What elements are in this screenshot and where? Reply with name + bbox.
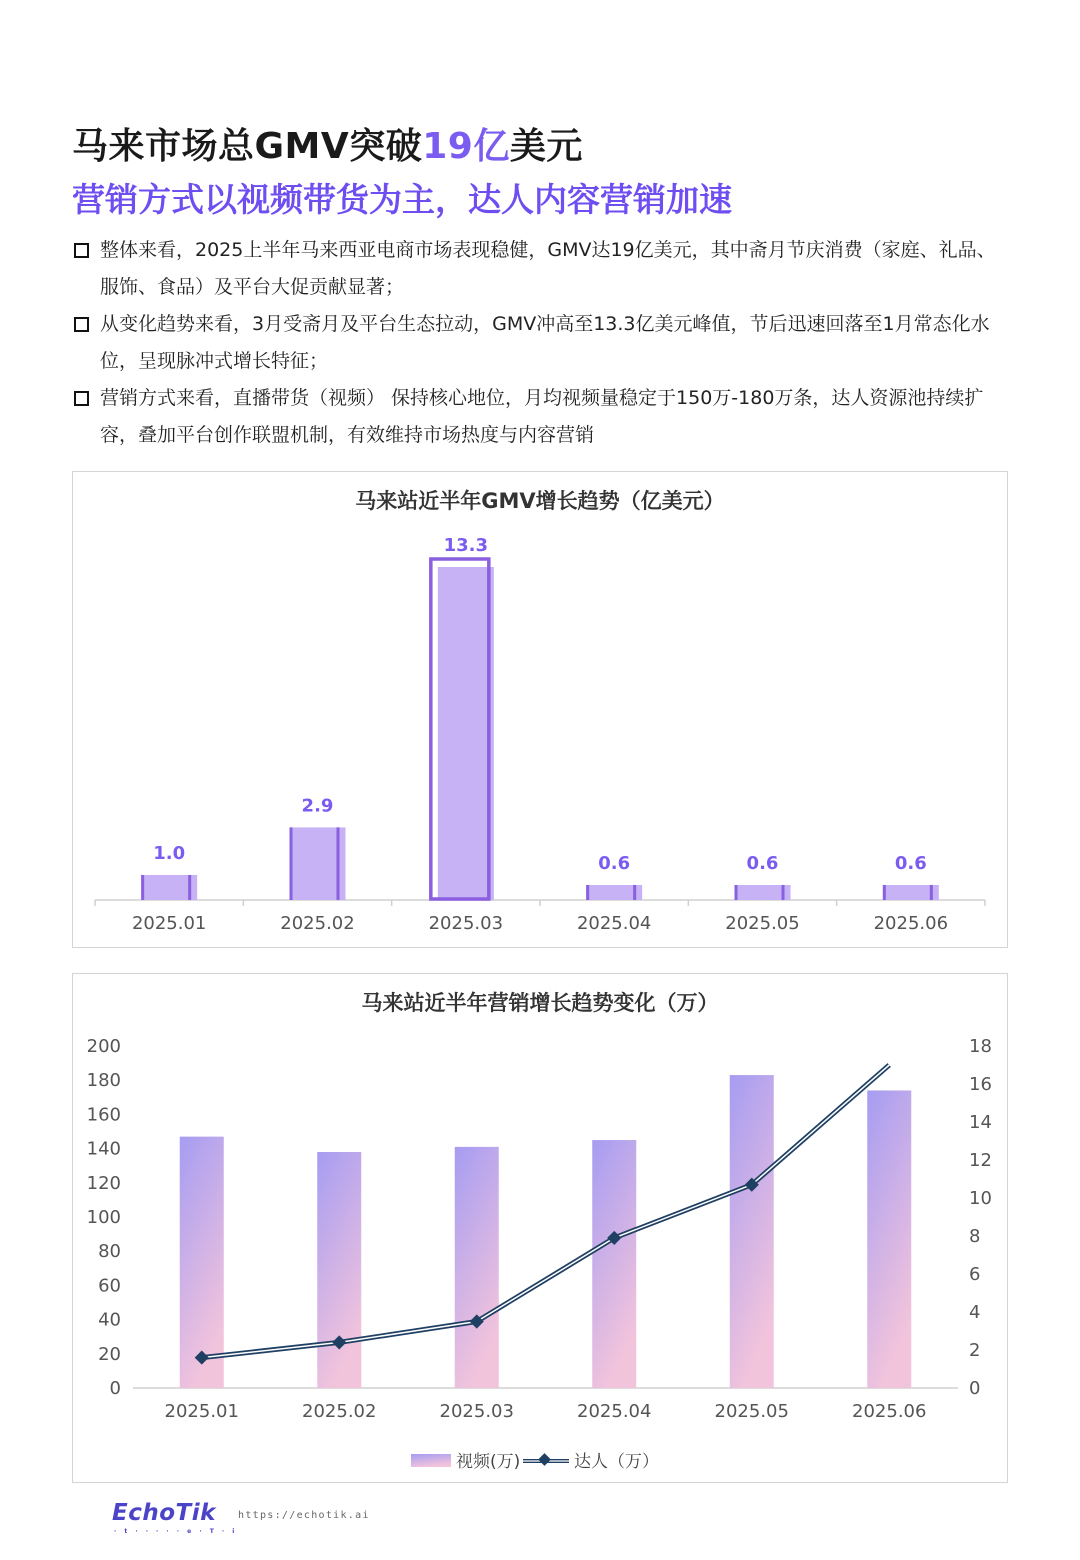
y-left-tick-label: 100	[86, 1207, 121, 1228]
x-tick-label: 2025.02	[280, 913, 355, 934]
y-right-tick-label: 6	[969, 1264, 981, 1285]
bullet-item	[72, 306, 1012, 380]
video-bar	[317, 1152, 361, 1388]
legend-diamond-icon	[538, 1453, 551, 1466]
square-bullet-icon	[74, 391, 89, 406]
gmv-bar-edge-left	[141, 875, 144, 900]
bullet-text: 营销方式来看，直播带货（视频） 保持核心地位，月均视频量稳定于150万-180万条，达人资源池持续扩容，叠加平台创作联盟机制，有效维持市场热度与内容营销	[100, 387, 984, 446]
y-left-tick-label: 180	[86, 1070, 121, 1092]
gmv-bar-edge-right	[633, 885, 636, 900]
y-right-tick-label: 16	[969, 1074, 992, 1095]
y-right-tick-label: 0	[969, 1378, 981, 1399]
y-right-tick-label: 8	[969, 1226, 981, 1247]
bullet-text: 整体来看，2025上半年马来西亚电商市场表现稳健，GMV达19亿美元，其中斋月节庆消费（家庭、礼品、服饰、食品）及平台大促贡献显著；	[100, 239, 996, 298]
x-tick-label: 2025.05	[725, 913, 800, 934]
video-bar	[180, 1137, 224, 1388]
chart-legend	[411, 1452, 659, 1472]
x-tick-label: 2025.01	[131, 913, 207, 934]
footer-url: https://echotik.ai	[238, 1510, 370, 1521]
logo-tagline: · t · · · · · e · T · i	[114, 1528, 238, 1535]
video-bar	[730, 1075, 774, 1388]
square-bullet-icon	[74, 317, 89, 332]
y-right-tick-label: 10	[969, 1188, 992, 1209]
creator-line	[202, 1065, 890, 1358]
gmv-chart-title: 马来站近半年GMV增长趋势（亿美元）	[355, 489, 725, 513]
y-left-tick-label: 200	[86, 1036, 121, 1057]
gmv-value-label: 0.6	[598, 852, 631, 874]
bullet-list	[72, 232, 1012, 454]
legend-creator-label: 达人（万）	[574, 1452, 659, 1472]
y-left-tick-label: 160	[86, 1104, 121, 1126]
y-right-tick-label: 14	[969, 1112, 992, 1133]
x-tick-label: 2025.01	[164, 1401, 239, 1422]
x-tick-label: 2025.04	[577, 1401, 652, 1422]
x-tick-label: 2025.03	[428, 913, 504, 934]
legend-video-label: 视频(万)	[456, 1452, 521, 1472]
title-part2: 美元	[509, 126, 583, 167]
legend-bar-swatch	[411, 1454, 451, 1467]
y-left-tick-label: 120	[86, 1172, 121, 1194]
y-left-tick-label: 40	[98, 1309, 121, 1331]
x-tick-label: 2025.02	[302, 1401, 377, 1422]
gmv-value-label: 13.3	[443, 535, 489, 556]
creator-line-inner	[202, 1065, 890, 1358]
gmv-value-label: 2.9	[301, 795, 334, 817]
bullet-item	[72, 232, 1012, 306]
y-left-tick-label: 0	[109, 1378, 121, 1399]
x-tick-label: 2025.06	[852, 1401, 927, 1422]
gmv-value-label: 0.6	[746, 852, 779, 874]
gmv-bar-edge-right	[782, 885, 785, 900]
page-title	[72, 118, 583, 169]
gmv-bar-edge-left	[735, 885, 738, 900]
x-tick-label: 2025.06	[873, 913, 949, 934]
y-left-tick-label: 140	[86, 1138, 121, 1160]
video-bar	[592, 1140, 636, 1388]
y-left-tick-label: 20	[98, 1343, 121, 1365]
gmv-bar	[438, 567, 494, 900]
y-right-tick-label: 4	[969, 1302, 981, 1323]
gmv-chart-panel	[72, 471, 1008, 948]
bullet-text: 从变化趋势来看，3月受斋月及平台生态拉动，GMV冲高至13.3亿美元峰值，节后迅速回落至1月常态化水位，呈现脉冲式增长特征；	[100, 313, 990, 372]
gmv-bar-edge-right	[337, 827, 340, 900]
gmv-bar-edge-right	[188, 875, 191, 900]
logo-text: EchoTik	[112, 1500, 216, 1526]
title-highlight: 19亿	[422, 126, 510, 167]
y-left-tick-label: 60	[98, 1275, 121, 1297]
page-subtitle: 营销方式以视频带货为主，达人内容营销加速	[72, 180, 732, 219]
title-part1: 马来市场总GMV突破	[72, 126, 423, 167]
gmv-bar-edge-left	[883, 885, 886, 900]
x-tick-label: 2025.04	[576, 913, 652, 934]
y-right-tick-label: 18	[969, 1036, 992, 1057]
gmv-value-label: 0.6	[894, 852, 927, 874]
marketing-chart-panel	[72, 973, 1008, 1483]
x-tick-label: 2025.05	[714, 1401, 789, 1422]
gmv-chart	[73, 472, 1007, 947]
marketing-chart-title: 马来站近半年营销增长趋势变化（万）	[361, 991, 719, 1015]
echotik-logo	[112, 1500, 238, 1535]
y-right-tick-label: 2	[969, 1340, 981, 1361]
video-bar	[455, 1147, 499, 1388]
x-tick-label: 2025.03	[439, 1401, 514, 1422]
y-left-tick-label: 80	[98, 1241, 121, 1263]
square-bullet-icon	[74, 243, 89, 258]
bullet-item	[72, 380, 1012, 454]
marketing-chart	[73, 974, 1007, 1482]
gmv-bar-edge-right	[930, 885, 933, 900]
gmv-value-label: 1.0	[153, 842, 186, 864]
y-right-tick-label: 12	[969, 1150, 992, 1171]
gmv-bar-edge-left	[290, 827, 293, 900]
gmv-bar-edge-left	[586, 885, 589, 900]
video-bar	[867, 1090, 911, 1388]
